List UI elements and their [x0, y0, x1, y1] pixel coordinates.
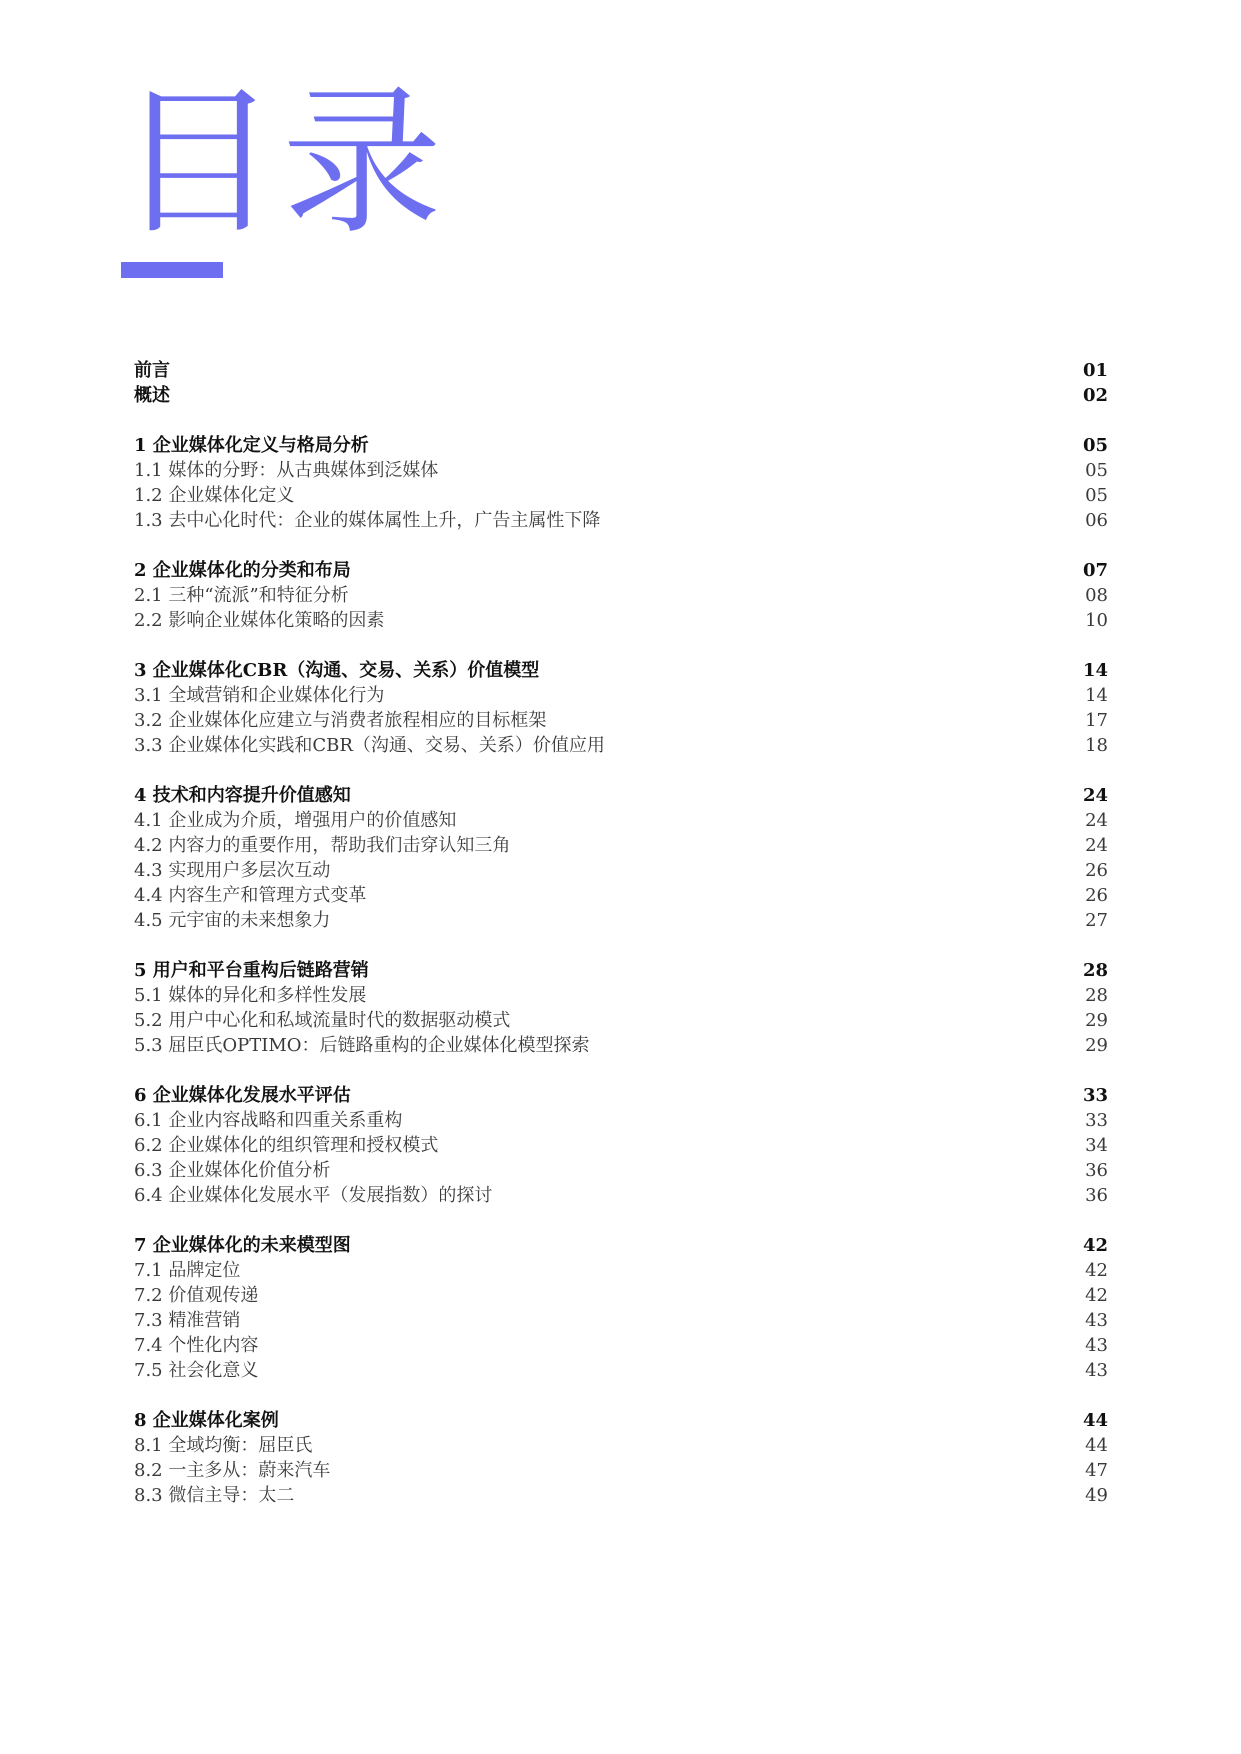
toc-page-number: 44 [1085, 1435, 1108, 1456]
toc-entry-title: 1.3 去中心化时代：企业的媒体属性上升，广告主属性下降 [134, 510, 601, 531]
toc-entry-title: 1 企业媒体化定义与格局分析 [134, 435, 369, 456]
toc-subsection-entry[interactable] [134, 858, 1108, 883]
toc-subsection-entry[interactable] [134, 908, 1108, 933]
toc-page-number: 28 [1082, 960, 1108, 981]
toc-entry-title: 3.1 全域营销和企业媒体化行为 [134, 685, 385, 706]
toc-section [134, 558, 1108, 633]
toc-subsection-entry[interactable] [134, 1458, 1108, 1483]
toc-chapter-entry[interactable] [134, 358, 1108, 383]
toc-subsection-entry[interactable] [134, 458, 1108, 483]
toc-subsection-entry[interactable] [134, 1358, 1108, 1383]
toc-subsection-entry[interactable] [134, 733, 1108, 758]
toc-entry-title: 7 企业媒体化的未来模型图 [134, 1235, 351, 1256]
toc-entry-title: 6.2 企业媒体化的组织管理和授权模式 [134, 1135, 439, 1156]
toc-entry-title: 2 企业媒体化的分类和布局 [134, 560, 351, 581]
toc-entry-title: 6.3 企业媒体化价值分析 [134, 1160, 331, 1181]
table-of-contents [134, 358, 1108, 1533]
toc-chapter-entry[interactable] [134, 1233, 1108, 1258]
toc-entry-title: 7.2 价值观传递 [134, 1285, 259, 1306]
toc-entry-title: 4 技术和内容提升价值感知 [134, 785, 351, 806]
toc-page-number: 49 [1085, 1485, 1108, 1506]
toc-page-number: 33 [1082, 1085, 1108, 1106]
toc-subsection-entry[interactable] [134, 508, 1108, 533]
toc-entry-title: 8.3 微信主导：太二 [134, 1485, 295, 1506]
toc-subsection-entry[interactable] [134, 833, 1108, 858]
toc-chapter-entry[interactable] [134, 658, 1108, 683]
toc-page-number: 18 [1085, 735, 1108, 756]
toc-entry-title: 2.1 三种“流派”和特征分析 [134, 585, 349, 606]
toc-page-number: 02 [1082, 385, 1108, 406]
toc-page-number: 29 [1085, 1010, 1108, 1031]
toc-subsection-entry[interactable] [134, 1183, 1108, 1208]
toc-page-number: 43 [1085, 1360, 1108, 1381]
toc-page-number: 26 [1085, 860, 1108, 881]
toc-page-number: 43 [1085, 1310, 1108, 1331]
toc-page-number: 33 [1085, 1110, 1108, 1131]
toc-subsection-entry[interactable] [134, 1108, 1108, 1133]
toc-subsection-entry[interactable] [134, 1283, 1108, 1308]
toc-section [134, 358, 1108, 408]
toc-entry-title: 6.1 企业内容战略和四重关系重构 [134, 1110, 403, 1131]
toc-page-number: 42 [1082, 1235, 1108, 1256]
toc-chapter-entry[interactable] [134, 383, 1108, 408]
toc-subsection-entry[interactable] [134, 1258, 1108, 1283]
toc-page-number: 24 [1085, 835, 1108, 856]
toc-page-number: 01 [1082, 360, 1108, 381]
toc-subsection-entry[interactable] [134, 1033, 1108, 1058]
toc-page-number: 36 [1085, 1160, 1108, 1181]
toc-entry-title: 7.4 个性化内容 [134, 1335, 259, 1356]
toc-page-number: 14 [1082, 660, 1108, 681]
toc-entry-title: 4.5 元宇宙的未来想象力 [134, 910, 331, 931]
toc-page-number: 24 [1085, 810, 1108, 831]
toc-subsection-entry[interactable] [134, 483, 1108, 508]
toc-page-number: 27 [1085, 910, 1108, 931]
toc-section [134, 1233, 1108, 1383]
toc-entry-title: 2.2 影响企业媒体化策略的因素 [134, 610, 385, 631]
toc-entry-title: 1.1 媒体的分野：从古典媒体到泛媒体 [134, 460, 439, 481]
toc-subsection-entry[interactable] [134, 883, 1108, 908]
toc-entry-title: 3.3 企业媒体化实践和CBR（沟通、交易、关系）价值应用 [134, 735, 605, 756]
toc-page-number: 36 [1085, 1185, 1108, 1206]
toc-entry-title: 7.5 社会化意义 [134, 1360, 259, 1381]
toc-entry-title: 4.1 企业成为介质，增强用户的价值感知 [134, 810, 457, 831]
toc-section [134, 783, 1108, 933]
toc-subsection-entry[interactable] [134, 683, 1108, 708]
toc-page-number: 47 [1085, 1460, 1108, 1481]
toc-section [134, 1408, 1108, 1508]
toc-section [134, 1083, 1108, 1208]
toc-subsection-entry[interactable] [134, 983, 1108, 1008]
title-underline-bar [121, 262, 223, 278]
toc-entry-title: 前言 [134, 360, 170, 381]
toc-subsection-entry[interactable] [134, 1133, 1108, 1158]
toc-entry-title: 5.2 用户中心化和私域流量时代的数据驱动模式 [134, 1010, 511, 1031]
toc-entry-title: 4.3 实现用户多层次互动 [134, 860, 331, 881]
toc-subsection-entry[interactable] [134, 808, 1108, 833]
toc-entry-title: 8 企业媒体化案例 [134, 1410, 279, 1431]
toc-entry-title: 4.4 内容生产和管理方式变革 [134, 885, 367, 906]
toc-entry-title: 概述 [134, 385, 170, 406]
toc-entry-title: 1.2 企业媒体化定义 [134, 485, 295, 506]
toc-page-number: 08 [1085, 585, 1108, 606]
toc-entry-title: 5.1 媒体的异化和多样性发展 [134, 985, 367, 1006]
toc-entry-title: 7.3 精准营销 [134, 1310, 241, 1331]
toc-entry-title: 3 企业媒体化CBR（沟通、交易、关系）价值模型 [134, 660, 540, 681]
toc-page-number: 05 [1082, 435, 1108, 456]
toc-entry-title: 6 企业媒体化发展水平评估 [134, 1085, 351, 1106]
toc-page-number: 29 [1085, 1035, 1108, 1056]
toc-entry-title: 5.3 屈臣氏OPTIMO：后链路重构的企业媒体化模型探索 [134, 1035, 590, 1056]
toc-entry-title: 4.2 内容力的重要作用，帮助我们击穿认知三角 [134, 835, 511, 856]
toc-section [134, 433, 1108, 533]
toc-subsection-entry[interactable] [134, 1158, 1108, 1183]
toc-subsection-entry[interactable] [134, 1433, 1108, 1458]
toc-entry-title: 3.2 企业媒体化应建立与消费者旅程相应的目标框架 [134, 710, 547, 731]
toc-page-number: 10 [1085, 610, 1108, 631]
toc-subsection-entry[interactable] [134, 1008, 1108, 1033]
toc-page-number: 14 [1085, 685, 1108, 706]
toc-chapter-entry[interactable] [134, 783, 1108, 808]
toc-chapter-entry[interactable] [134, 558, 1108, 583]
toc-entry-title: 8.2 一主多从：蔚来汽车 [134, 1460, 331, 1481]
toc-entry-title: 6.4 企业媒体化发展水平（发展指数）的探讨 [134, 1185, 493, 1206]
toc-page-number: 43 [1085, 1335, 1108, 1356]
toc-chapter-entry[interactable] [134, 1408, 1108, 1433]
toc-page-number: 07 [1082, 560, 1108, 581]
toc-page-number: 42 [1085, 1285, 1108, 1306]
toc-page-number: 26 [1085, 885, 1108, 906]
toc-subsection-entry[interactable] [134, 583, 1108, 608]
toc-subsection-entry[interactable] [134, 1483, 1108, 1508]
toc-page-number: 28 [1085, 985, 1108, 1006]
toc-page-number: 17 [1085, 710, 1108, 731]
toc-page-number: 34 [1085, 1135, 1108, 1156]
toc-subsection-entry[interactable] [134, 608, 1108, 633]
toc-page-number: 05 [1085, 460, 1108, 481]
toc-subsection-entry[interactable] [134, 1333, 1108, 1358]
toc-entry-title: 7.1 品牌定位 [134, 1260, 241, 1281]
toc-chapter-entry[interactable] [134, 433, 1108, 458]
toc-section [134, 958, 1108, 1058]
toc-page-number: 24 [1082, 785, 1108, 806]
toc-entry-title: 8.1 全域均衡：屈臣氏 [134, 1435, 313, 1456]
page-title: 目录 [118, 69, 447, 256]
toc-section [134, 658, 1108, 758]
toc-page-number: 05 [1085, 485, 1108, 506]
toc-subsection-entry[interactable] [134, 1308, 1108, 1333]
toc-chapter-entry[interactable] [134, 958, 1108, 983]
toc-page-number: 06 [1085, 510, 1108, 531]
toc-subsection-entry[interactable] [134, 708, 1108, 733]
toc-entry-title: 5 用户和平台重构后链路营销 [134, 960, 369, 981]
toc-page-number: 42 [1085, 1260, 1108, 1281]
toc-page-number: 44 [1082, 1410, 1108, 1431]
toc-chapter-entry[interactable] [134, 1083, 1108, 1108]
